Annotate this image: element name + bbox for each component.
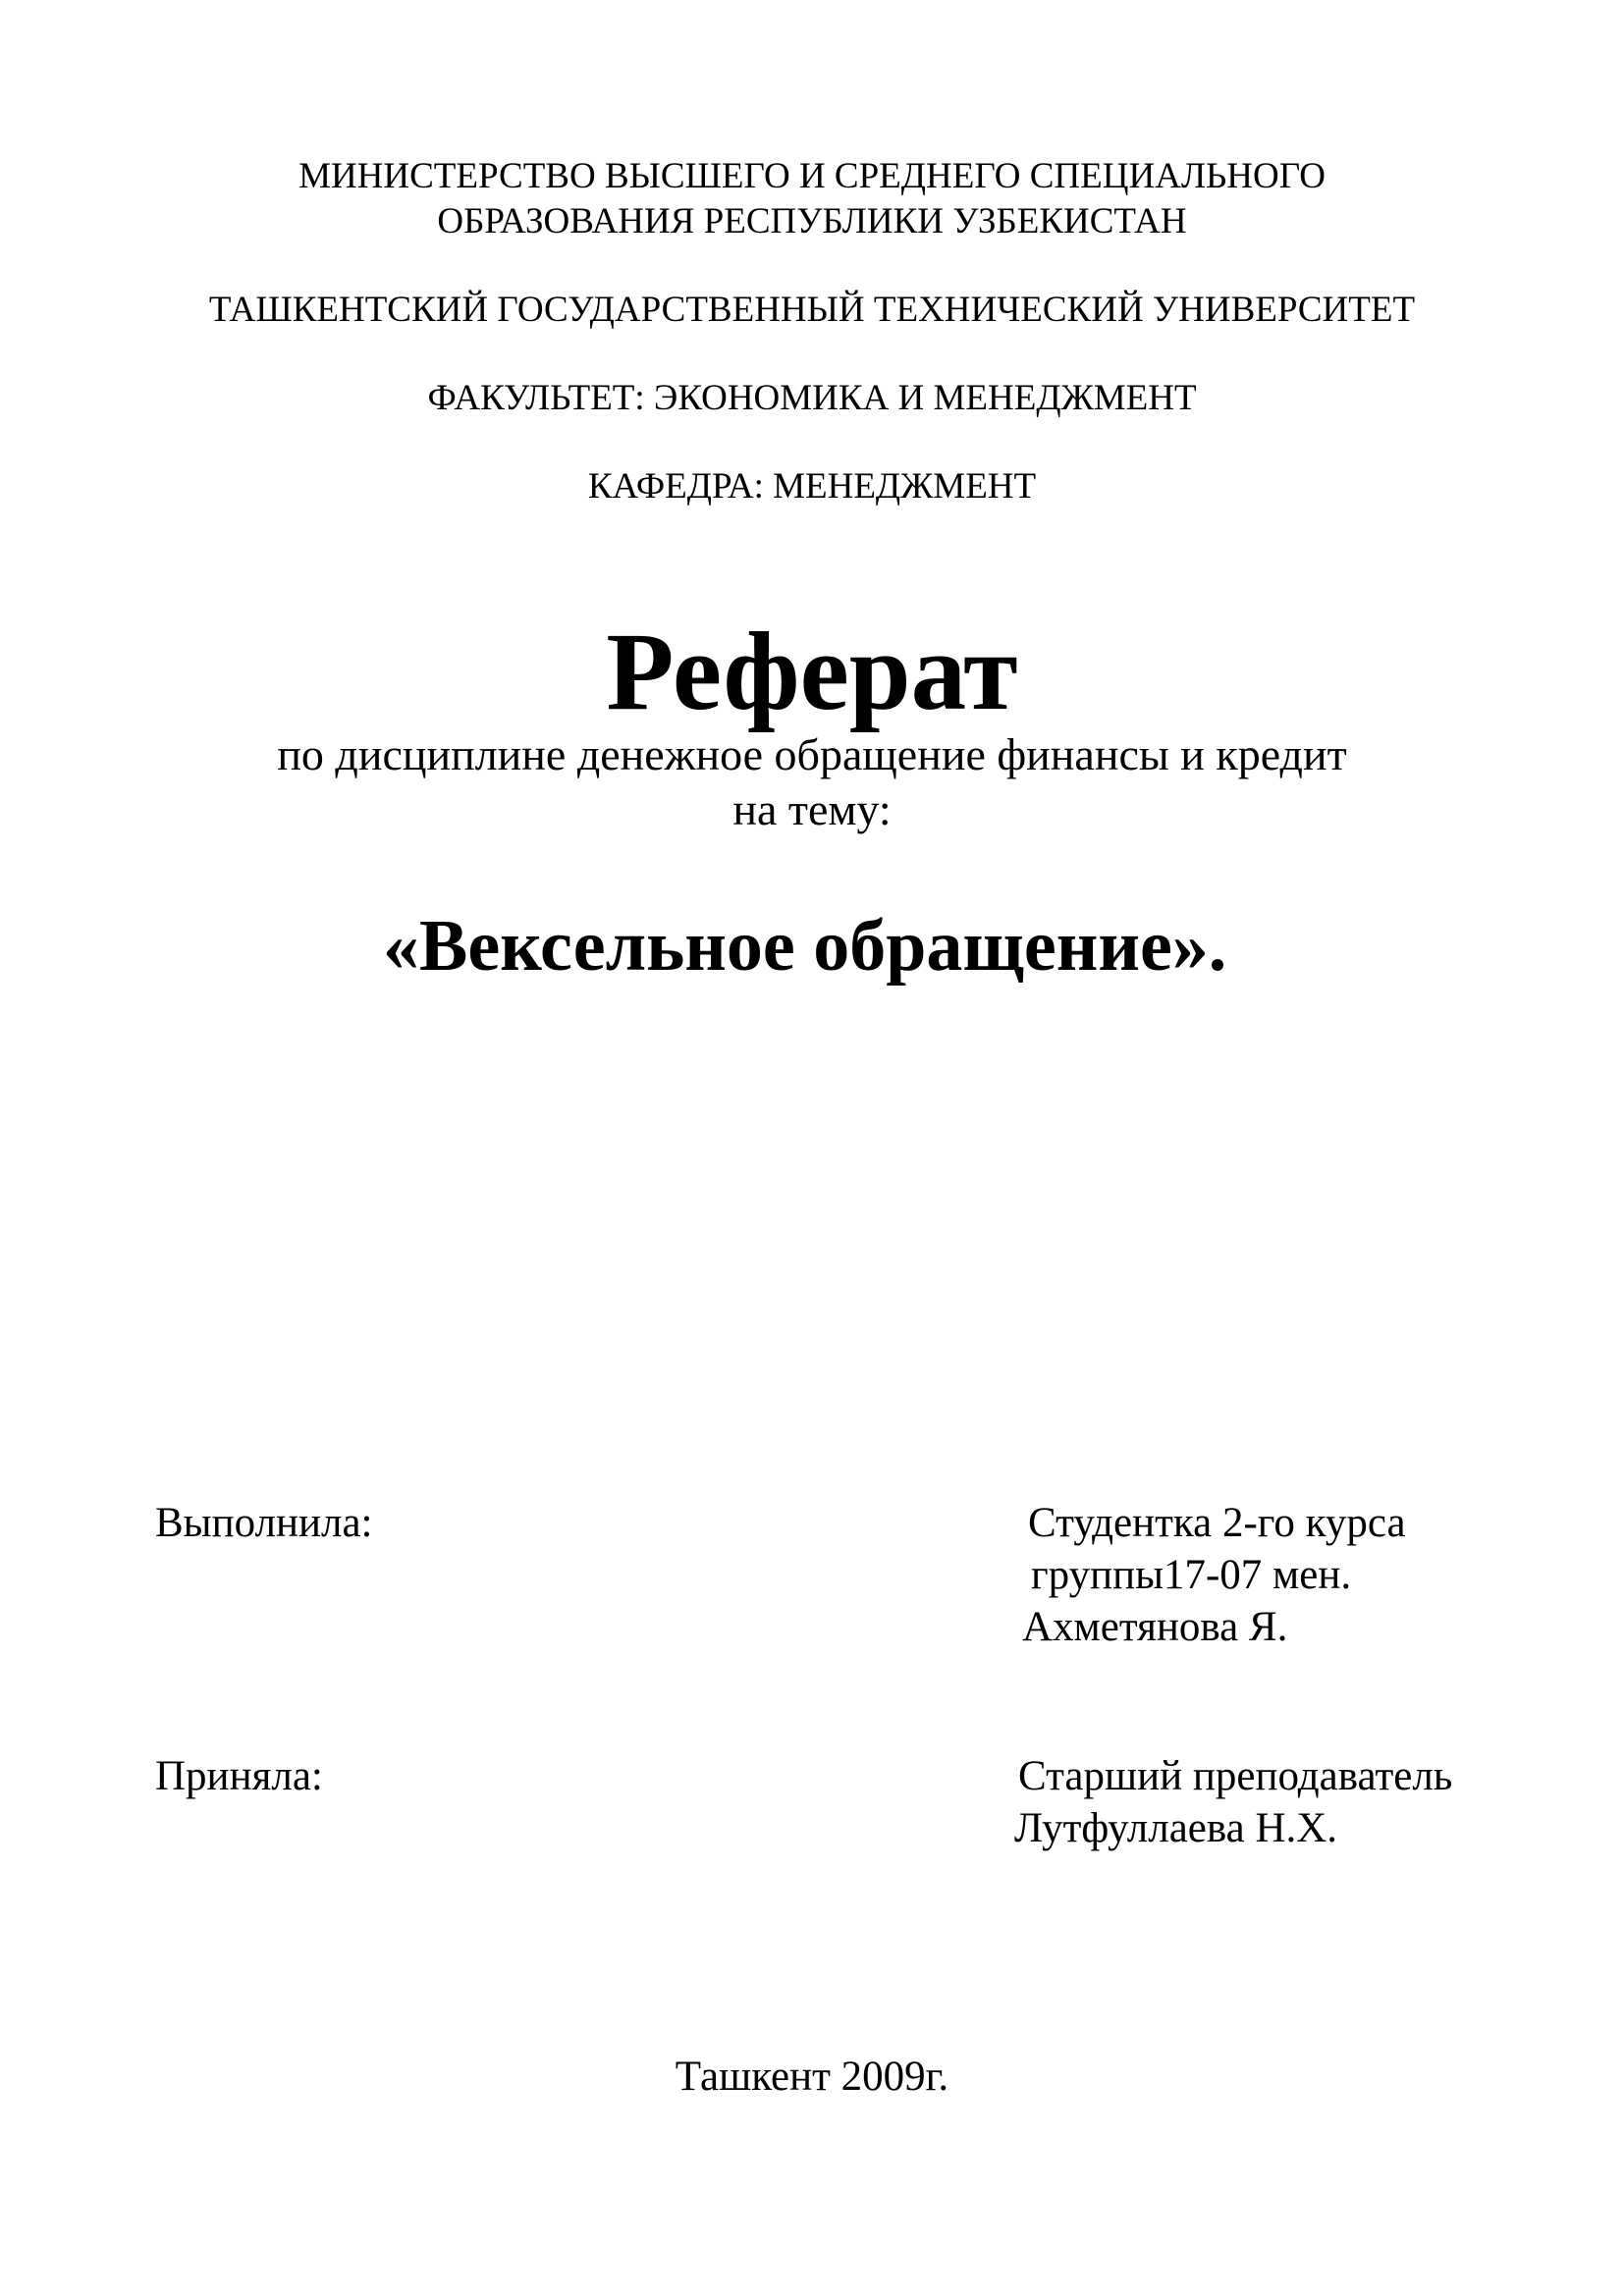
- ministry-line-2: ОБРАЗОВАНИЯ РЕСПУБЛИКИ УЗБЕКИСТАН: [437, 201, 1187, 241]
- student-course: Студентка 2-го курса: [1028, 1500, 1406, 1546]
- topic-title: «Вексельное обращение».: [383, 906, 1227, 987]
- student-group: группы17-07 мен.: [1031, 1552, 1352, 1598]
- discipline-line: по дисциплине денежное обращение финансы и кредит: [277, 729, 1347, 779]
- accepted-label: Приняла:: [155, 1753, 323, 1799]
- student-name: Ахметянова Я.: [1022, 1604, 1288, 1650]
- faculty-name: ФАКУЛЬТЕТ: ЭКОНОМИКА И МЕНЕДЖМЕНТ: [427, 378, 1197, 418]
- university-name: ТАШКЕНТСКИЙ ГОСУДАРСТВЕННЫЙ ТЕХНИЧЕСКИЙ УНИВЕРСИТЕТ: [208, 290, 1416, 330]
- department-name: КАФЕДРА: МЕНЕДЖМЕНТ: [587, 466, 1037, 507]
- ministry-line-1: МИНИСТЕРСТВО ВЫСШЕГО И СРЕДНЕГО СПЕЦИАЛЬНОГО: [298, 156, 1326, 196]
- document-title: Реферат: [606, 611, 1018, 733]
- performed-label: Выполнила:: [155, 1500, 373, 1546]
- city-year: Ташкент 2009г.: [675, 2054, 949, 2100]
- topic-intro: на тему:: [732, 784, 892, 834]
- teacher-name: Лутфуллаева Н.Х.: [1014, 1805, 1338, 1851]
- teacher-position: Старший преподаватель: [1018, 1753, 1453, 1799]
